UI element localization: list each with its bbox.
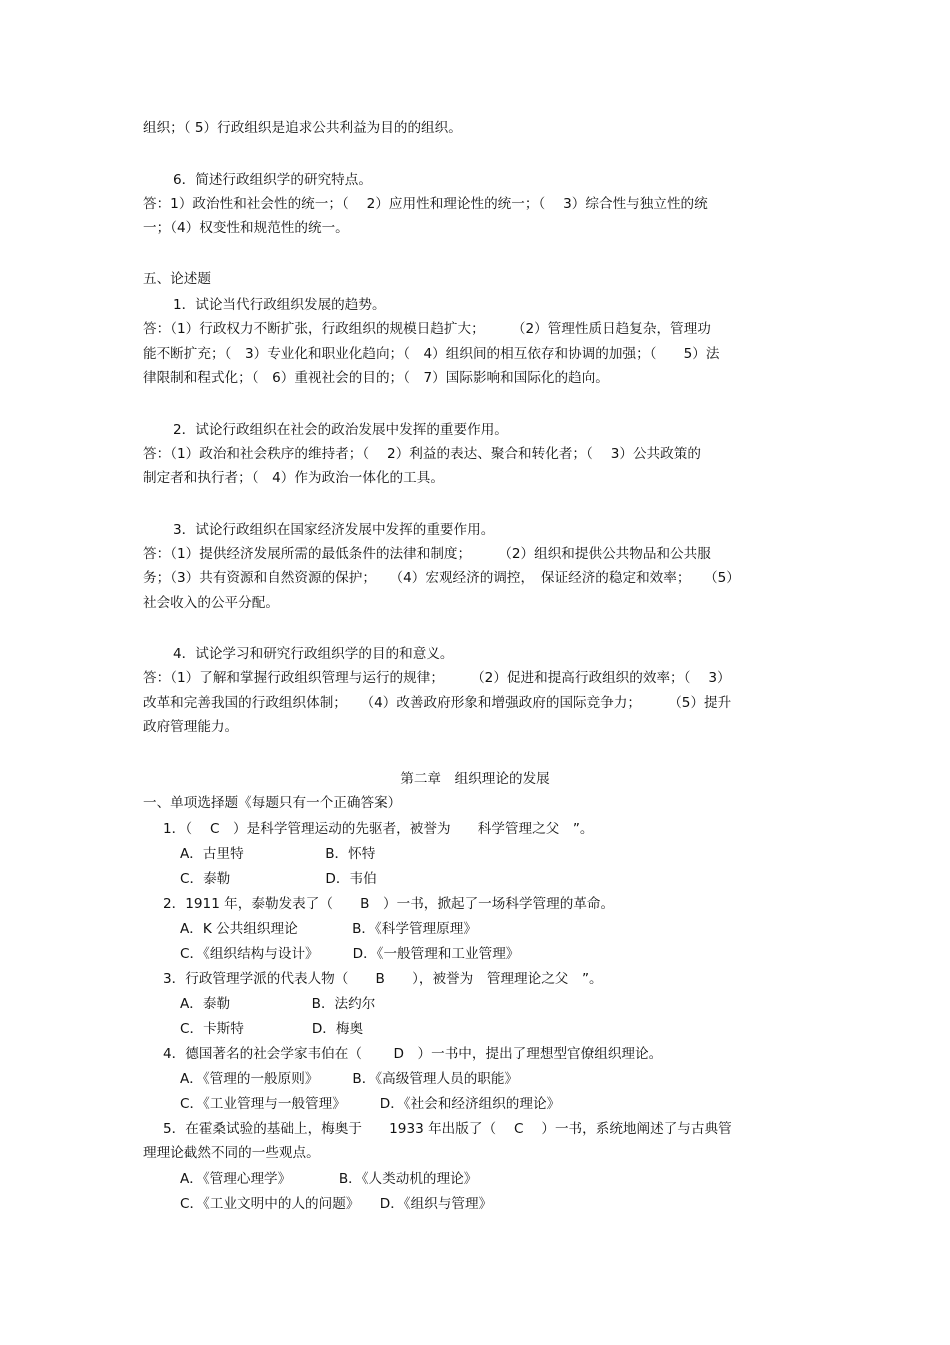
question-line: 1．（ C ）是科学管理运动的先驱者，被誉为 科学管理之父 ”。 <box>163 821 594 837</box>
answer-line: 答：（1）行政权力不断扩张，行政组织的规模日趋扩大； （2）管理性质日趋复杂，管理功 <box>143 321 711 337</box>
section-heading: 五、论述题 <box>143 271 211 287</box>
answer-line: 改革和完善我国的行政组织体制； （4）改善政府形象和增强政府的国际竞争力； （5）提升 <box>143 695 732 711</box>
question-line: 2．1911 年，泰勒发表了（ B ）一书，掀起了一场科学管理的革命。 <box>163 896 615 912</box>
answer-line: 制定者和执行者；（ 4）作为政治一体化的工具。 <box>143 470 444 486</box>
question-heading: 3．试论行政组织在国家经济发展中发挥的重要作用。 <box>173 522 495 538</box>
answer-line: 能不断扩充；（ 3）专业化和职业化趋向；（ 4）组织间的相互依存和协调的加强；（ 5）法 <box>143 346 720 362</box>
answer-line: 务；（3）共有资源和自然资源的保护； （4）宏观经济的调控， 保证经济的稳定和效率； （5） <box>143 570 740 586</box>
option-line: A．泰勒 B．法约尔 <box>180 996 376 1012</box>
answer-line: 答：1）政治性和社会性的统一；（ 2）应用性和理论性的统一；（ 3）综合性与独立性的统 <box>143 196 708 212</box>
answer-line: 一；（4）权变性和规范性的统一。 <box>143 220 349 236</box>
option-line: C．《工业管理与一般管理》 D．《社会和经济组织的理论》 <box>180 1096 561 1112</box>
option-line: C．卡斯特 D．梅奥 <box>180 1021 364 1037</box>
answer-line: 答：（1）了解和掌握行政组织管理与运行的规律； （2）促进和提高行政组织的效率；（ 3） <box>143 670 731 686</box>
question-heading: 4．试论学习和研究行政组织学的目的和意义。 <box>173 646 454 662</box>
answer-line: 答：（1）提供经济发展所需的最低条件的法律和制度； （2）组织和提供公共物品和公共服 <box>143 546 711 562</box>
question-line: 5．在霍桑试验的基础上，梅奥于 1933 年出版了（ C ）一书，系统地阐述了与古典管 <box>163 1121 732 1137</box>
question-line: 4．德国著名的社会学家韦伯在（ D ）一书中，提出了理想型官僚组织理论。 <box>163 1046 663 1062</box>
option-line: A．K 公共组织理论 B．《科学管理原理》 <box>180 921 477 937</box>
answer-line: 政府管理能力。 <box>143 719 239 735</box>
option-line: A．古里特 B．怀特 <box>180 846 376 862</box>
option-line: C．《组织结构与设计》 D．《一般管理和工业管理》 <box>180 946 520 962</box>
question-line: 3．行政管理学派的代表人物（ B ），被誉为 管理理论之父 ”。 <box>163 971 603 987</box>
option-line: C．《工业文明中的人的问题》 D．《组织与管理》 <box>180 1196 493 1212</box>
option-line: A．《管理的一般原则》 B．《高级管理人员的职能》 <box>180 1071 519 1087</box>
chapter-title: 第二章 组织理论的发展 <box>400 771 550 787</box>
answer-line: 答：（1）政治和社会秩序的维持者；（ 2）利益的表达、聚合和转化者；（ 3）公共政策的 <box>143 446 701 462</box>
answer-line: 律限制和程式化；（ 6）重视社会的目的；（ 7）国际影响和国际化的趋向。 <box>143 370 609 386</box>
section-heading: 一、单项选择题《每题只有一个正确答案） <box>143 795 402 811</box>
option-line: A．《管理心理学》 B．《人类动机的理论》 <box>180 1171 478 1187</box>
text-line: 组织；（ 5）行政组织是追求公共利益为目的的组织。 <box>143 120 462 136</box>
question-heading: 1．试论当代行政组织发展的趋势。 <box>173 297 386 313</box>
question-line: 理理论截然不同的一些观点。 <box>143 1145 320 1161</box>
question-heading: 6．简述行政组织学的研究特点。 <box>173 172 372 188</box>
answer-line: 社会收入的公平分配。 <box>143 595 279 611</box>
option-line: C．泰勒 D．韦伯 <box>180 871 377 887</box>
question-heading: 2．试论行政组织在社会的政治发展中发挥的重要作用。 <box>173 422 508 438</box>
